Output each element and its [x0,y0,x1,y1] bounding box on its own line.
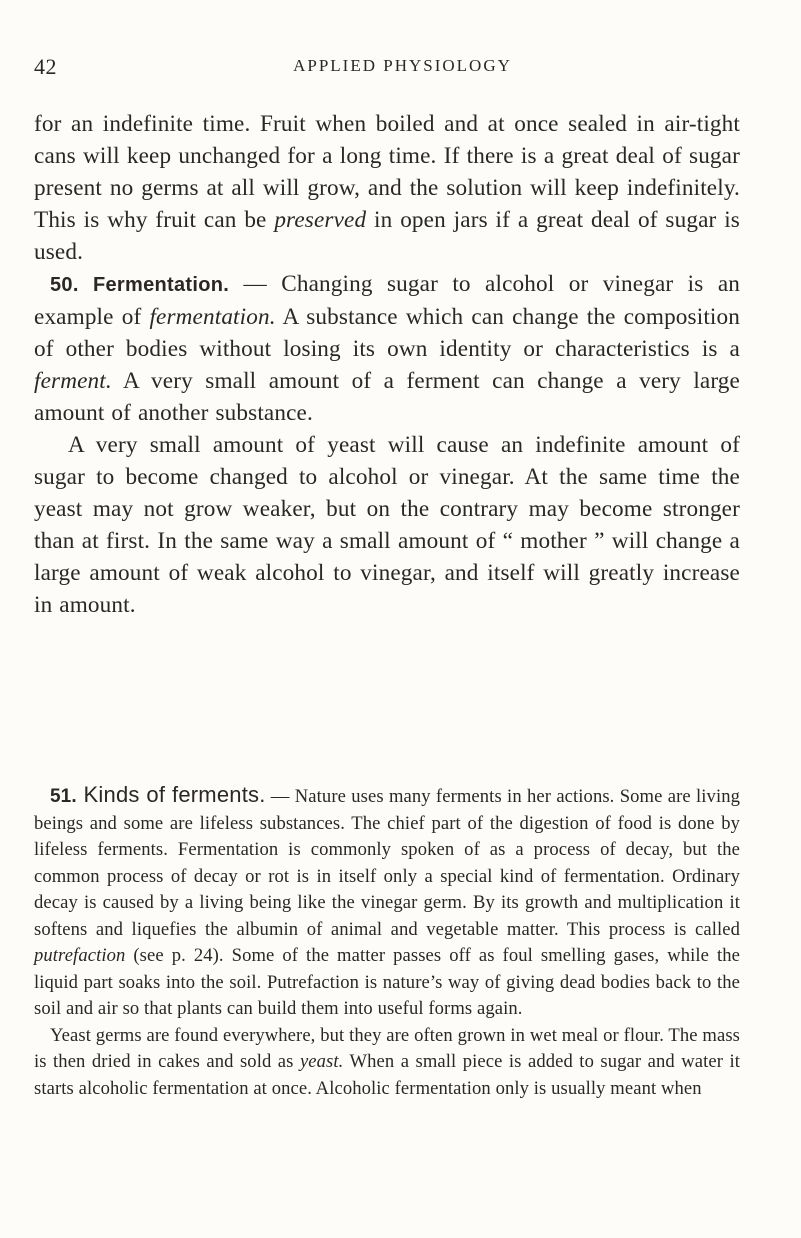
small-text-block [34,782,740,1102]
paragraph-text: — Changing sugar to alcohol or vinegar is an example of [34,271,741,330]
paragraph-text: When a small piece is added to sugar and water it starts alcoholic fermentation at once. Alcoholic fermentation only is usually meant when [34,1051,740,1099]
section-51-heading: Kinds of ferments. [76,782,266,807]
italic-term: preserved [274,207,367,233]
section-50-paragraph-2: A very small amount of yeast will cause an indefinite amount of sugar to become changed to alcohol or vinegar. At the same time the yeast may not grow weaker, but on the contrary may become stronger than at first. In the same way a small amount of “ mother ” will change a large amount of weak alcohol to vinegar, and itself will greatly increase in amount. [34,432,740,618]
paragraph-text: for an indefinite time. Fruit when boiled and at once sealed in air-tight cans will keep unchanged for a long time. If there is a great deal of sugar present no germs at all will grow, and the solution will keep indefinitely. This is why fruit can be [34,111,740,233]
section-51-number: 51. [50,786,77,807]
paragraph-text: — Nature uses many ferments in her actions. Some are living beings and some are lifeless substances. The chief part of the digestion of food is done by lifeless ferments. Fermentation is commonly spoken of as a process of decay, but the common process of decay or rot is in itself only a special kind of fermentation. Ordinary decay is caused by a living being like the vinegar germ. By its growth and multiplication it softens and liquefies the albumin of animal and vegetable matter. This process is called [34,786,741,940]
running-title: APPLIED PHYSIOLOGY [293,56,512,75]
section-51-paragraph-2 [34,1023,740,1103]
paragraph-text: (see p. 24). Some of the matter passes off as foul smelling gases, while the liquid part soaks into the soil. Putrefaction is nature’s way of giving dead bodies back to the soil and air so that plants can build them into useful forms again. [34,945,740,1019]
page-header [34,54,741,84]
paragraph-text: Yeast germs are found everywhere, but they are often grown in wet meal or flour. The mass is then dried in cakes and sold as [34,1024,740,1072]
section-50-paragraph [34,268,740,429]
page-number: 42 [34,54,57,79]
main-text-block [34,108,740,621]
paragraph-text: A very small amount of a ferment can change a very large amount of another substance. [34,368,740,426]
paragraph-text: A substance which can change the composition of other bodies without losing its own identity or characteristics is a [34,304,740,362]
italic-term: putrefaction [34,945,126,966]
section-50-heading: 50. Fermentation. [50,274,230,296]
paragraph-text: in open jars if a great deal of sugar is used. [34,207,740,265]
italic-term: ferment. [34,368,112,394]
italic-term: yeast. [299,1051,344,1072]
italic-term: fermentation. [149,304,276,330]
section-51-paragraph [34,782,740,1023]
continuation-paragraph [34,108,740,268]
